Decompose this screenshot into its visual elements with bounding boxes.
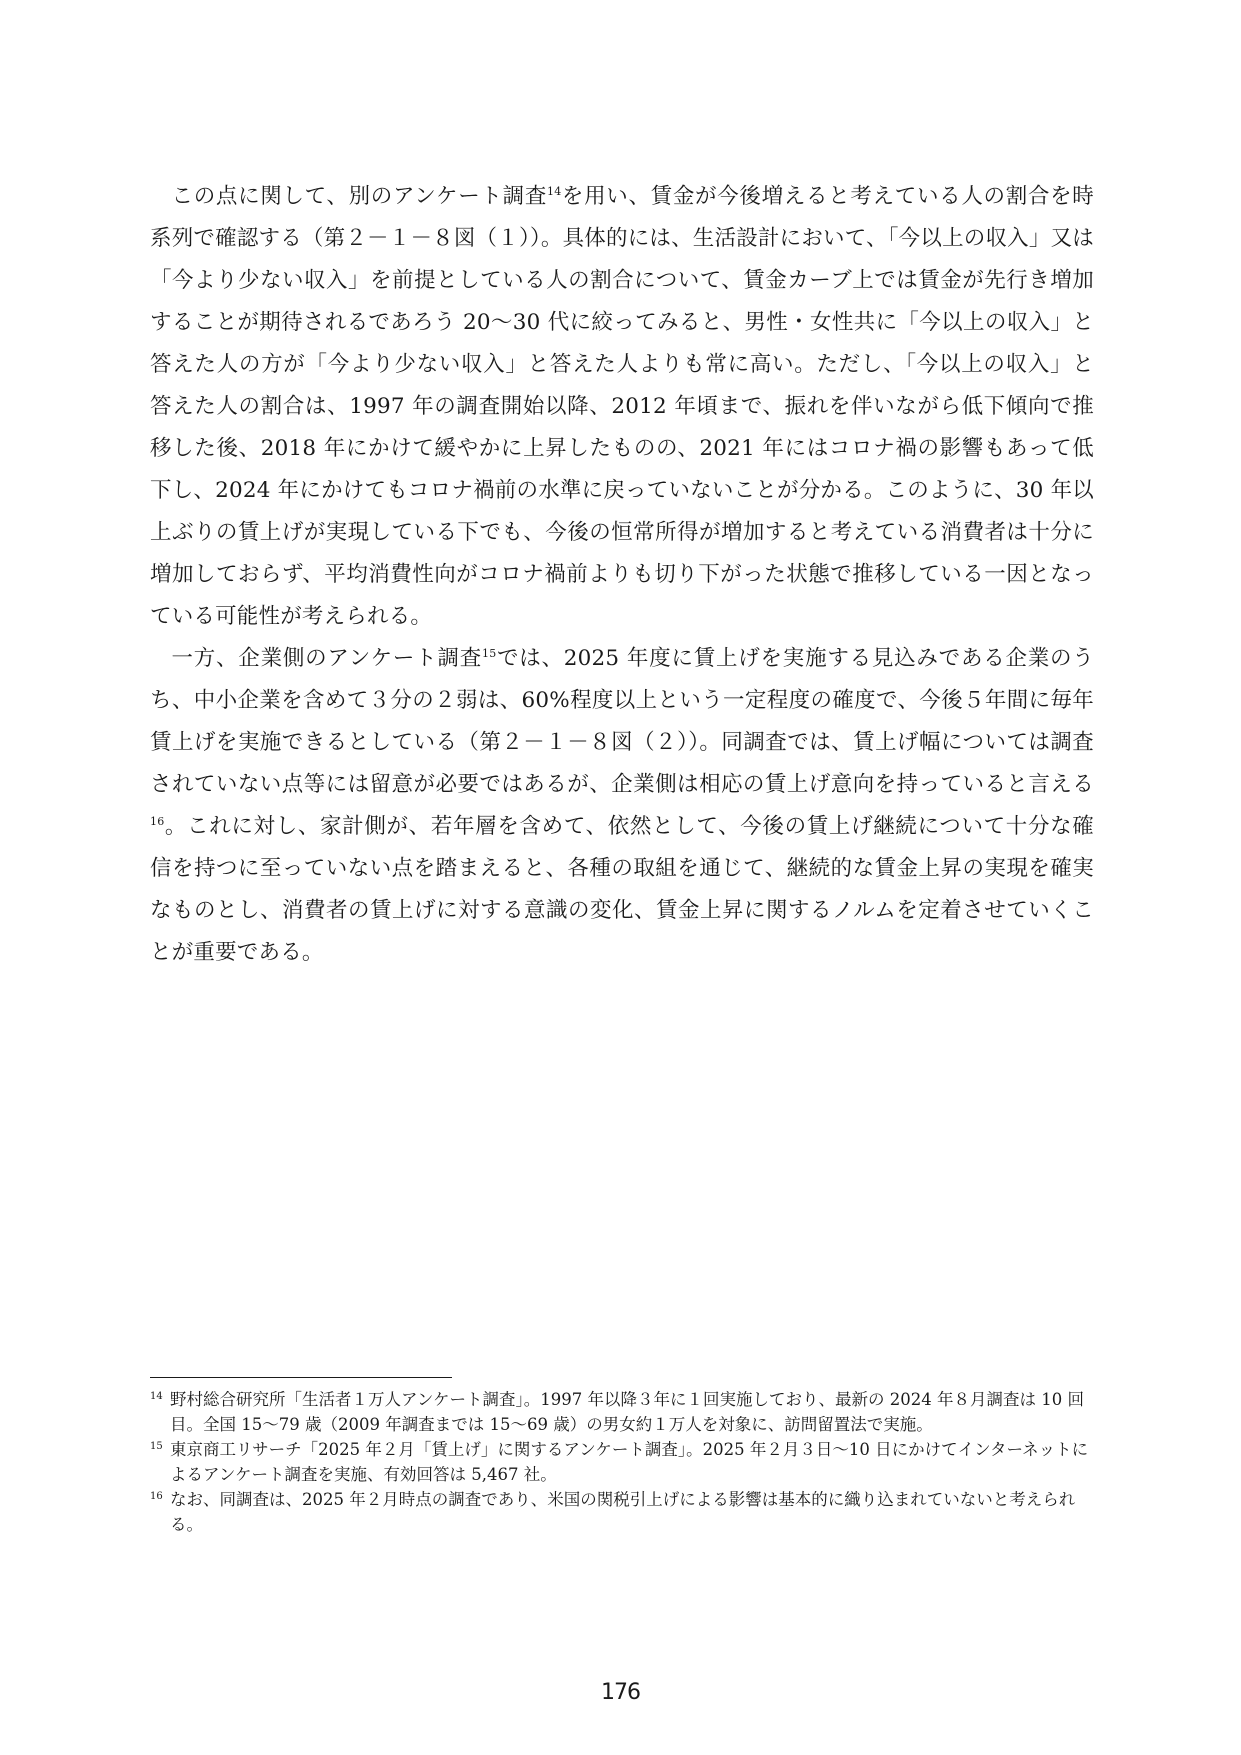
body-text bbox=[150, 176, 1094, 974]
footnote-ref-16[interactable]: 16 bbox=[150, 814, 165, 828]
footnote-text: 東京商工リサーチ「2025 年２月「賃上げ」に関するアンケート調査」。2025 年２月３日〜10 日にかけてインターネットによるアンケート調査を実施、有効回答は 5,467 社。 bbox=[170, 1440, 1089, 1484]
footnote-ref-14[interactable]: 14 bbox=[547, 184, 562, 198]
footnote-16 bbox=[150, 1487, 1094, 1537]
paragraph-1-text-a: この点に関して、別のアンケート調査 bbox=[171, 184, 548, 209]
page-number: 176 bbox=[601, 1680, 640, 1705]
footnote-15 bbox=[150, 1437, 1094, 1487]
footnote-text: 野村総合研究所「生活者１万人アンケート調査」。1997 年以降３年に１回実施しており、最新の 2024 年８月調査は 10 回目。全国 15〜79 歳（2009 年調査までは 15〜69 歳）の男女約１万人を対象に、訪問留置法で実施。 bbox=[170, 1390, 1084, 1434]
footnote-number: 14 bbox=[150, 1391, 163, 1402]
paragraph-1-text-b: を用い、賃金が今後増えると考えている人の割合を時系列で確認する（第２－１－８図（１））。具体的には、生活設計において、「今以上の収入」又は「今より少ない収入」を前提としている人の割合について、賃金カーブ上では賃金が先行き増加することが期待されるであろう 20〜30 代に絞ってみると、男性・女性共に「今以上の収入」と答えた人の方が「今より少ない収入」と答えた人よりも常に高い。ただし、「今以上の収入」と答えた人の割合は、1997 年の調査開始以降、2012 年頃まで、振れを伴いながら低下傾向で推移した後、2018 年にかけて緩やかに上昇したものの、2021 年にはコロナ禍の影響もあって低下し、2024 年にかけてもコロナ禍前の水準に戻っていないことが分かる。このように、30 年以上ぶりの賃上げが実現している下でも、今後の恒常所得が増加すると考えている消費者は十分に増加しておらず、平均消費性向がコロナ禍前よりも切り下がった状態で推移している一因となっている可能性が考えられる。 bbox=[150, 184, 1094, 629]
paragraph-2-text-b: では、2025 年度に賃上げを実施する見込みである企業のうち、中小企業を含めて３分の２弱は、60%程度以上という一定程度の確度で、今後５年間に毎年賃上げを実施できるとしている（第２－１－８図（２））。同調査では、賃上げ幅については調査されていない点等には留意が必要ではあるが、企業側は相応の賃上げ意向を持っていると言える bbox=[150, 646, 1095, 797]
footnote-separator bbox=[150, 1377, 452, 1378]
paragraph-2 bbox=[150, 638, 1094, 974]
footnote-ref-15[interactable]: 15 bbox=[482, 646, 497, 660]
footnotes bbox=[150, 1387, 1094, 1537]
footnote-number: 16 bbox=[150, 1491, 163, 1502]
footnote-text: なお、同調査は、2025 年２月時点の調査であり、米国の関税引上げによる影響は基本的に織り込まれていないと考えられる。 bbox=[170, 1490, 1076, 1534]
paragraph-1 bbox=[150, 176, 1094, 638]
footnote-14 bbox=[150, 1387, 1094, 1437]
paragraph-2-text-c: 。これに対し、家計側が、若年層を含めて、依然として、今後の賃上げ継続について十分な確信を持つに至っていない点を踏まえると、各種の取組を通じて、継続的な賃金上昇の実現を確実なものとし、消費者の賃上げに対する意識の変化、賃金上昇に関するノルムを定着させていくことが重要である。 bbox=[150, 814, 1094, 965]
paragraph-2-text-a: 一方、企業側のアンケート調査 bbox=[171, 646, 482, 671]
footnote-number: 15 bbox=[150, 1441, 163, 1452]
